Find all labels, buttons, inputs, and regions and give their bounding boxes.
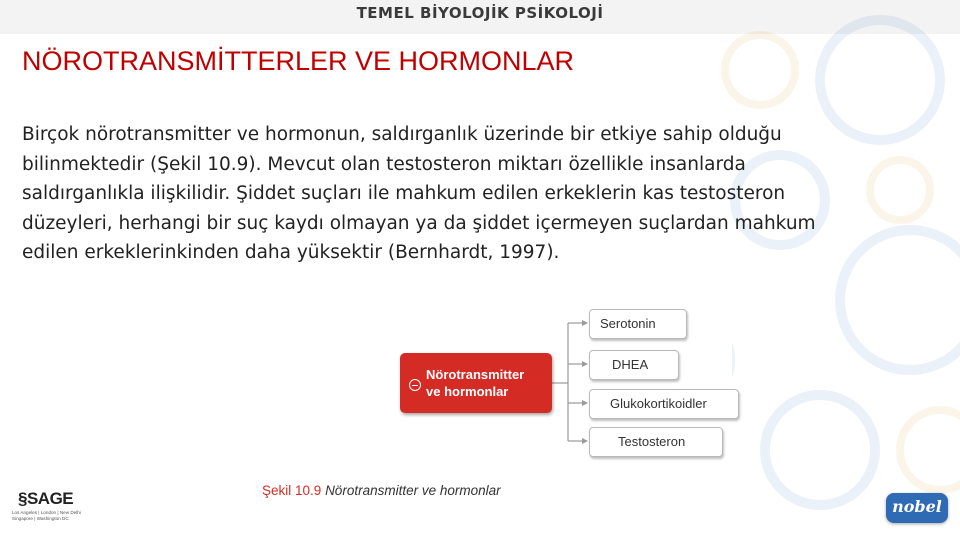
sage-cities-line1: Los Angeles | London | New Delhi — [12, 510, 81, 515]
body-line: saldırganlıkla ilişkilidir. Şiddet suçları ile mahkum edilen erkeklerin kas testosteron — [22, 183, 786, 204]
body-line: Birçok nörotransmitter ve hormonun, saldırganlık üzerinde bir etkiye sahip olduğu — [22, 124, 782, 145]
root-label-line2: ve hormonlar — [426, 384, 509, 399]
root-node-label — [426, 366, 550, 400]
sage-wordmark — [18, 489, 73, 509]
figure-diagram — [258, 303, 732, 499]
caption-text: Nörotransmitter ve hormonlar — [325, 483, 501, 498]
sage-cities-line2: Singapore | Washington DC — [12, 516, 69, 521]
collapse-minus-icon — [409, 379, 421, 391]
body-line: edilen erkeklerinkinden daha yüksektir (Bernhardt, 1997). — [22, 242, 560, 263]
node-dhea: DHEA — [589, 350, 679, 380]
node-glukokortikoidler: Glukokortikoidler — [589, 389, 739, 419]
caption-number: Şekil 10.9 — [262, 483, 322, 498]
body-paragraph — [22, 120, 942, 268]
root-label-line1: Nörotransmitter — [426, 367, 525, 382]
sage-logo — [12, 488, 92, 526]
nobel-logo — [886, 493, 948, 523]
body-line: bilinmektedir (Şekil 10.9). Mevcut olan testosteron miktarı özellikle insanlarda — [22, 153, 746, 175]
sage-swirl-icon: § — [18, 489, 27, 508]
figure-caption — [262, 483, 501, 498]
sage-name: SAGE — [26, 489, 74, 508]
node-serotonin: Serotonin — [589, 309, 687, 339]
sage-cities — [12, 510, 92, 522]
root-node — [400, 353, 552, 413]
node-testosteron: Testosteron — [589, 427, 723, 457]
slide-title: NÖROTRANSMİTTERLER VE HORMONLAR — [22, 46, 575, 76]
course-title: TEMEL BİYOLOJİK PSİKOLOJİ — [356, 4, 604, 22]
body-line: düzeyleri, herhangi bir suç kaydı olmayan ya da şiddet içermeyen suçlardan mahkum — [22, 212, 816, 234]
nobel-wordmark: nobel — [892, 497, 942, 516]
